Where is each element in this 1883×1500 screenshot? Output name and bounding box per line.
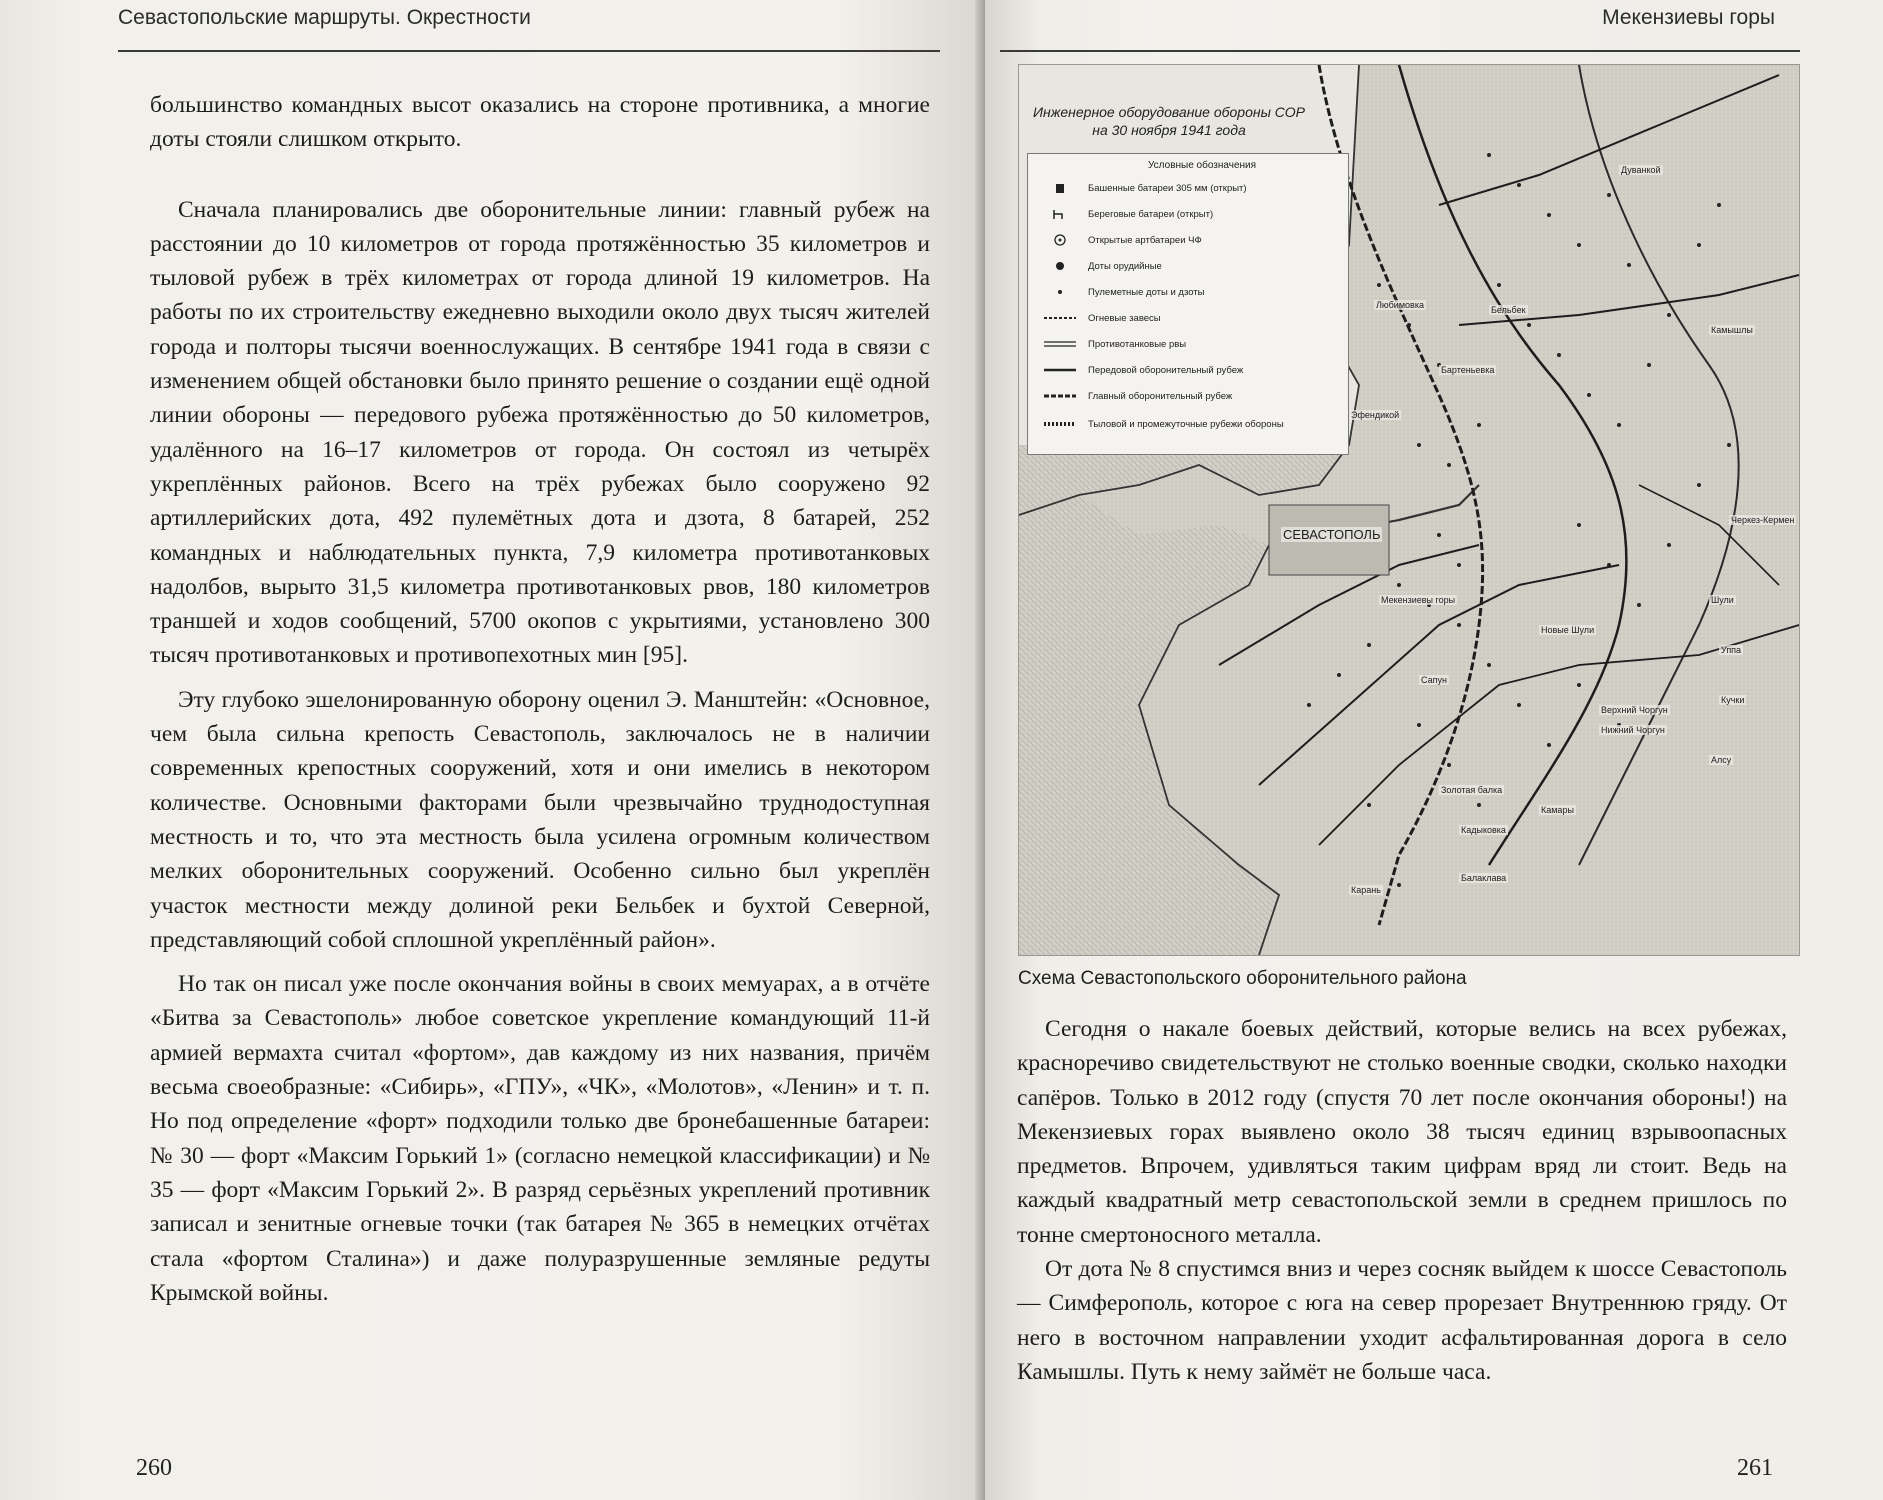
legend-item-6: Огневые завесы xyxy=(1042,310,1161,326)
paragraph-2: Сначала планировались две оборонительные линии: главный рубеж на расстоянии до 10 километров от города протяжённостью 35 километров и тыловой рубеж в трёх километрах от города длиной 19 километров. На работы по их строительству ежедневно выходили около двух тысяч жителей города и полторы тысячи военнослужащих. В сентябре 1941 года в связи с изменением общей обстановки было принято решение о создании ещё одной линии обороны — передового рубежа протяжённостью до 50 километров, удалённого на 16–17 километров от города. Он состоял из четырёх укреплённых районов. Всего на трёх рубежах было сооружено 92 артиллерийских дота, 492 пулемётных дота и дзота, 8 батарей, 252 командных и наблюдательных пункта, 7,9 километра противотанковых надолбов, вырыто 31,5 километра противотанковых рвов, 180 километров траншей и ходов сообщений, 5700 окопов с укрытиями, установлено 300 тысяч противотанковых и противопехотных мин [95]. xyxy=(150,196,930,669)
map-place-label: Верхний Чоргун xyxy=(1601,705,1668,715)
header-rule-left xyxy=(118,50,940,52)
map-place-label: Дуванкой xyxy=(1621,165,1661,175)
rear-line-icon xyxy=(1042,418,1078,430)
map-place-label: Мекензиевы горы xyxy=(1381,595,1456,605)
paragraph-r1: Сегодня о накале боевых действий, которые велись на всех рубежах, красноречиво свидетельствуют не столько военные сводки, сколько находки сапёров. Только в 2012 году (спустя 70 лет после окончания обороны!) на Мекензиевых горах выявлено около 38 тысяч единиц взрывоопасных предметов. Впрочем, удивляться таким цифрам вряд ли стоит. Ведь на каждый квадратный метр севастопольской земли в среднем пришлось по тонне смертоносного металла. xyxy=(1017,1016,1787,1248)
map-legend xyxy=(1027,153,1349,455)
legend-item-5: Пулеметные доты и дзоты xyxy=(1042,284,1204,300)
map-place-label: Новые Шули xyxy=(1541,625,1595,635)
map-place-label: СЕВАСТОПОЛЬ xyxy=(1283,527,1381,542)
map-place-label: Черкез-Кермен xyxy=(1731,515,1795,525)
paragraph-4: Но так он писал уже после окончания войны в своих мемуарах, а в отчёте «Битва за Севастополь» любое советское укрепление командующий 11-й армией вермахта считал «фортом», дав каждому из них названия, причём весьма своеобразные: «Сибирь», «ГПУ», «ЧК», «Молотов», «Ленин» и т. п. Но под определение «форт» подходили только две бронебашенные батареи: № 30 — форт «Максим Горький 1» (согласно немецкой классификации) и № 35 — форт «Максим Горький 2». В разряд серьёзных укреплений противник записал и зенитные огневые точки (так батарея № 365 в немецких отчётах стала «фортом Сталина») и даже полуразрушенные земляные редуты Крымской войны. xyxy=(150,971,930,1306)
legend-item-3: Открытые артбатареи ЧФ xyxy=(1042,232,1202,248)
legend-item-10: Тыловой и промежуточные рубежи обороны xyxy=(1042,416,1284,432)
map-place-label: Кадыковка xyxy=(1461,825,1506,835)
map-place-label: Камары xyxy=(1541,805,1574,815)
artillery-pillbox-icon xyxy=(1042,260,1078,272)
paragraph-r2: От дота № 8 спустимся вниз и через сосняк выйдем к шоссе Севастополь — Симферополь, которое с юга на север прорезает Внутреннюю гряду. От него в восточном направлении уходит асфальтированная дорога в село Камышлы. Путь к нему займёт не больше часа. xyxy=(1017,1256,1787,1385)
legend-item-9: Главный оборонительный рубеж xyxy=(1042,388,1232,404)
map-place-label: Балаклава xyxy=(1461,873,1507,883)
map-place-label: Шули xyxy=(1711,595,1734,605)
coastal-battery-icon xyxy=(1042,208,1078,220)
paragraph-1: большинство командных высот оказались на стороне противника, а многие доты стояли слишком открыто. xyxy=(150,92,930,153)
map-place-label: Бартеньевка xyxy=(1441,365,1495,375)
legend-item-1: Башенные батареи 305 мм (открыт) xyxy=(1042,180,1247,196)
map-place-label: Уппа xyxy=(1721,645,1742,655)
map-place-label: Любимовка xyxy=(1376,300,1424,310)
map-title-line-1: Инженерное оборудование обороны СОР xyxy=(1033,104,1305,120)
map-title xyxy=(1029,103,1309,139)
main-line-icon xyxy=(1042,390,1078,402)
forward-line-icon xyxy=(1042,364,1078,376)
legend-title: Условные обозначения xyxy=(1148,160,1257,171)
map-place-label: Сапун xyxy=(1421,675,1447,685)
open-battery-icon xyxy=(1042,234,1078,246)
map-place-label: Алсу xyxy=(1711,755,1732,765)
running-head-left: Севастопольские маршруты. Окрестности xyxy=(118,6,531,29)
map-place-label: Нижний Чоргун xyxy=(1601,725,1665,735)
running-head-right: Мекензиевы горы xyxy=(1602,6,1775,29)
left-page-body xyxy=(150,88,930,1310)
map-place-label: Золотая балка xyxy=(1441,785,1503,795)
header-rule-right xyxy=(1000,50,1800,52)
right-page-body xyxy=(1017,1012,1787,1389)
map-place-label: Бельбек xyxy=(1491,305,1526,315)
page-number-right: 261 xyxy=(1737,1455,1773,1481)
map-title-line-2: на 30 ноября 1941 года xyxy=(1092,122,1246,138)
legend-item-7: Противотанковые рвы xyxy=(1042,336,1186,352)
map-place-label: Кучки xyxy=(1721,695,1745,705)
map-place-label: Эфендикой xyxy=(1351,410,1400,420)
paragraph-3: Эту глубоко эшелонированную оборону оценил Э. Манштейн: «Основное, чем была сильна крепость Севастополь, заключалось не в наличии современных крепостных сооружений, хотя и они имелись в некотором количестве. Основными факторами были чрезвычайно труднодоступная местность и то, что эта местность была усилена огромным количеством мелких оборонительных сооружений. Особенно сильно был укреплён участок местности между долиной реки Бельбек и бухтой Северной, представляющий собой сплошной укреплённый район». xyxy=(150,686,930,953)
defense-map xyxy=(1018,64,1800,956)
legend-item-8: Передовой оборонительный рубеж xyxy=(1042,362,1243,378)
map-place-label: Карань xyxy=(1351,885,1381,895)
legend-item-2: Береговые батареи (открыт) xyxy=(1042,206,1213,222)
page-number-left: 260 xyxy=(136,1455,172,1481)
legend-item-4: Доты орудийные xyxy=(1042,258,1162,274)
anti-tank-ditch-icon xyxy=(1042,338,1078,350)
turret-battery-icon xyxy=(1042,182,1078,194)
fire-barrier-icon xyxy=(1042,312,1078,324)
map-caption: Схема Севастопольского оборонительного района xyxy=(1018,968,1467,989)
mg-pillbox-icon xyxy=(1042,286,1078,298)
right-page xyxy=(985,0,1883,1500)
map-place-label: Камышлы xyxy=(1711,325,1753,335)
